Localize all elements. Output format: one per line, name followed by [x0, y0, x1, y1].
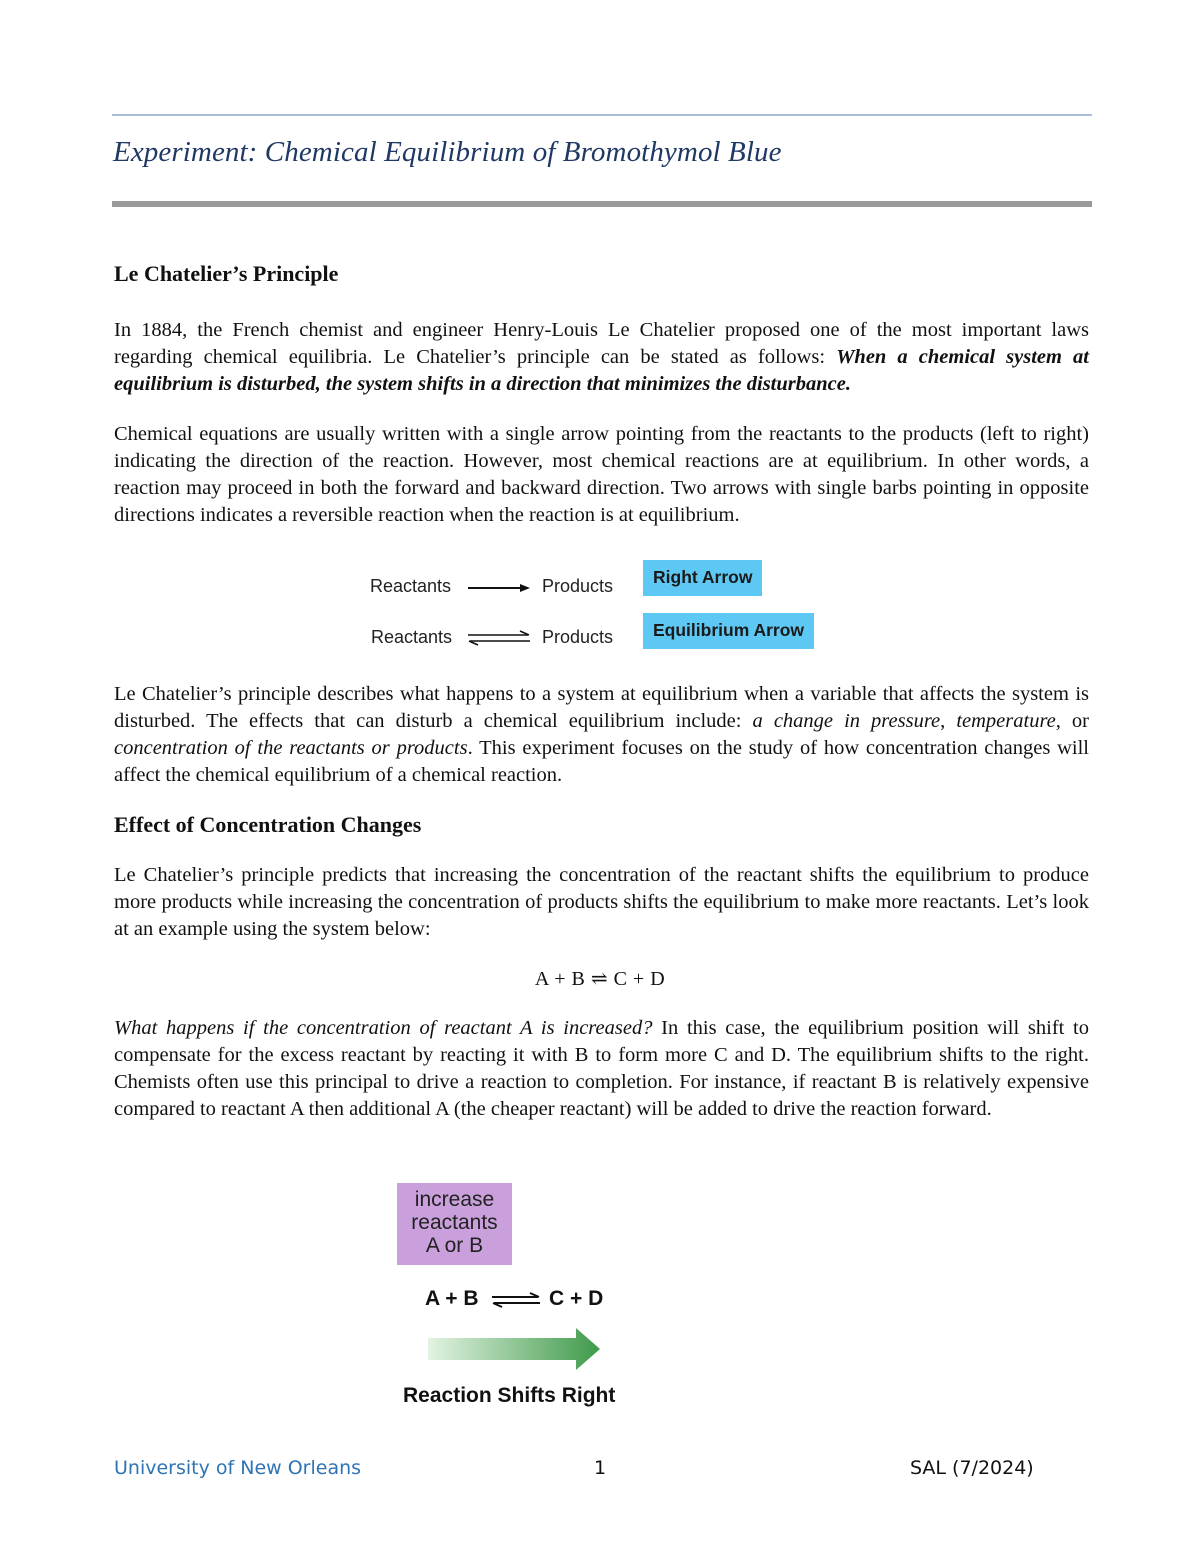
disturbances-text-end: . This experiment focuses on the study of how concentration changes will affect the chemical equilibrium of a chemical reaction. — [114, 737, 1089, 786]
principle-statement: When a chemical system at equilibrium is disturbed, the system shifts in a direction that minimizes the disturbance. — [114, 346, 1089, 395]
paragraph-disturbances — [114, 681, 1089, 789]
example-question: What happens if the concentration of reactant A is increased? — [114, 1017, 653, 1039]
figure-equation-right: C + D — [549, 1287, 604, 1310]
pressure-term: a change in pressure — [752, 710, 941, 732]
document-title: Experiment: Chemical Equilibrium of Bromothymol Blue — [113, 136, 782, 168]
box-line: increase — [414, 1188, 495, 1211]
equilibrium-equation: A + B ⇌ C + D — [534, 968, 666, 990]
row2-reactants-label: Reactants — [371, 627, 453, 647]
equilibrium-arrow-icon — [466, 630, 532, 646]
paragraph-arrows: Chemical equations are usually written with a single arrow pointing from the reactants to the products (left to right) indicating the direction of the reaction. However, most chemical reactions are at equilibrium. In other words, a reaction may proceed in both the forward and backward direction. Two arrows with single barbs pointing in opposite directions indicates a reversible reaction when the reaction is at equilibrium. — [114, 423, 1089, 526]
footer-page-number: 1 — [594, 1457, 607, 1479]
figure-caption: Reaction Shifts Right — [403, 1384, 616, 1407]
figure-equilibrium-arrow-icon — [490, 1292, 542, 1308]
section-heading-le-chatelier: Le Chatelier’s Principle — [114, 261, 339, 286]
disturbances-text: Le Chatelier’s principle describes what happens to a system at equilibrium when a variable that affects the system is disturbed. The effects that can disturb a chemical equilibrium include: — [114, 683, 1089, 732]
paragraph-concentration: Le Chatelier’s principle predicts that increasing the concentration of the reactant shifts the equilibrium to produce more products while increasing the concentration of products shifts the equilibrium to make more reactants. Let’s look at an example using the system below: — [114, 864, 1089, 940]
separator-1: , — [940, 710, 957, 732]
equilibrium-arrow-badge: Equilibrium Arrow — [643, 613, 814, 649]
row1-reactants-label: Reactants — [370, 576, 452, 596]
footer-revision: SAL (7/2024) — [910, 1457, 1034, 1479]
principle-intro-text: In 1884, the French chemist and engineer Henry-Louis Le Chatelier proposed one of the most important laws regarding chemical equilibria. Le Chatelier’s principle can be stated as follows: — [114, 319, 1089, 368]
header-bottom-rule — [112, 201, 1092, 207]
row2-products-label: Products — [542, 627, 614, 647]
row1-products-label: Products — [542, 576, 614, 596]
right-arrow-icon — [466, 580, 532, 596]
shift-right-arrow-icon — [428, 1326, 602, 1374]
separator-2: , or — [1055, 710, 1090, 732]
example-explanation: In this case, the equilibrium position will shift to compensate for the excess reactant by reacting it with B to form more C and D. The equilibrium shifts to the right. Chemists often use this principal to drive a reaction to completion. For instance, if reactant B is relatively expensive compared to reactant A then additional A (the cheaper reactant) will be added to drive the reaction forward. — [114, 1017, 1089, 1120]
section-heading-concentration: Effect of Concentration Changes — [114, 812, 422, 837]
header-top-rule — [112, 114, 1092, 116]
box-line: reactants — [411, 1211, 498, 1234]
concentration-term: concentration of the reactants or products — [114, 737, 468, 759]
figure-equation-left: A + B — [425, 1287, 479, 1310]
increase-reactants-box — [397, 1183, 512, 1265]
temperature-term: temperature — [956, 710, 1056, 732]
footer-institution: University of New Orleans — [114, 1457, 362, 1479]
paragraph-example — [114, 1015, 1089, 1123]
right-arrow-badge: Right Arrow — [643, 560, 762, 596]
paragraph-principle-intro — [114, 317, 1089, 398]
box-line: A or B — [425, 1234, 484, 1257]
